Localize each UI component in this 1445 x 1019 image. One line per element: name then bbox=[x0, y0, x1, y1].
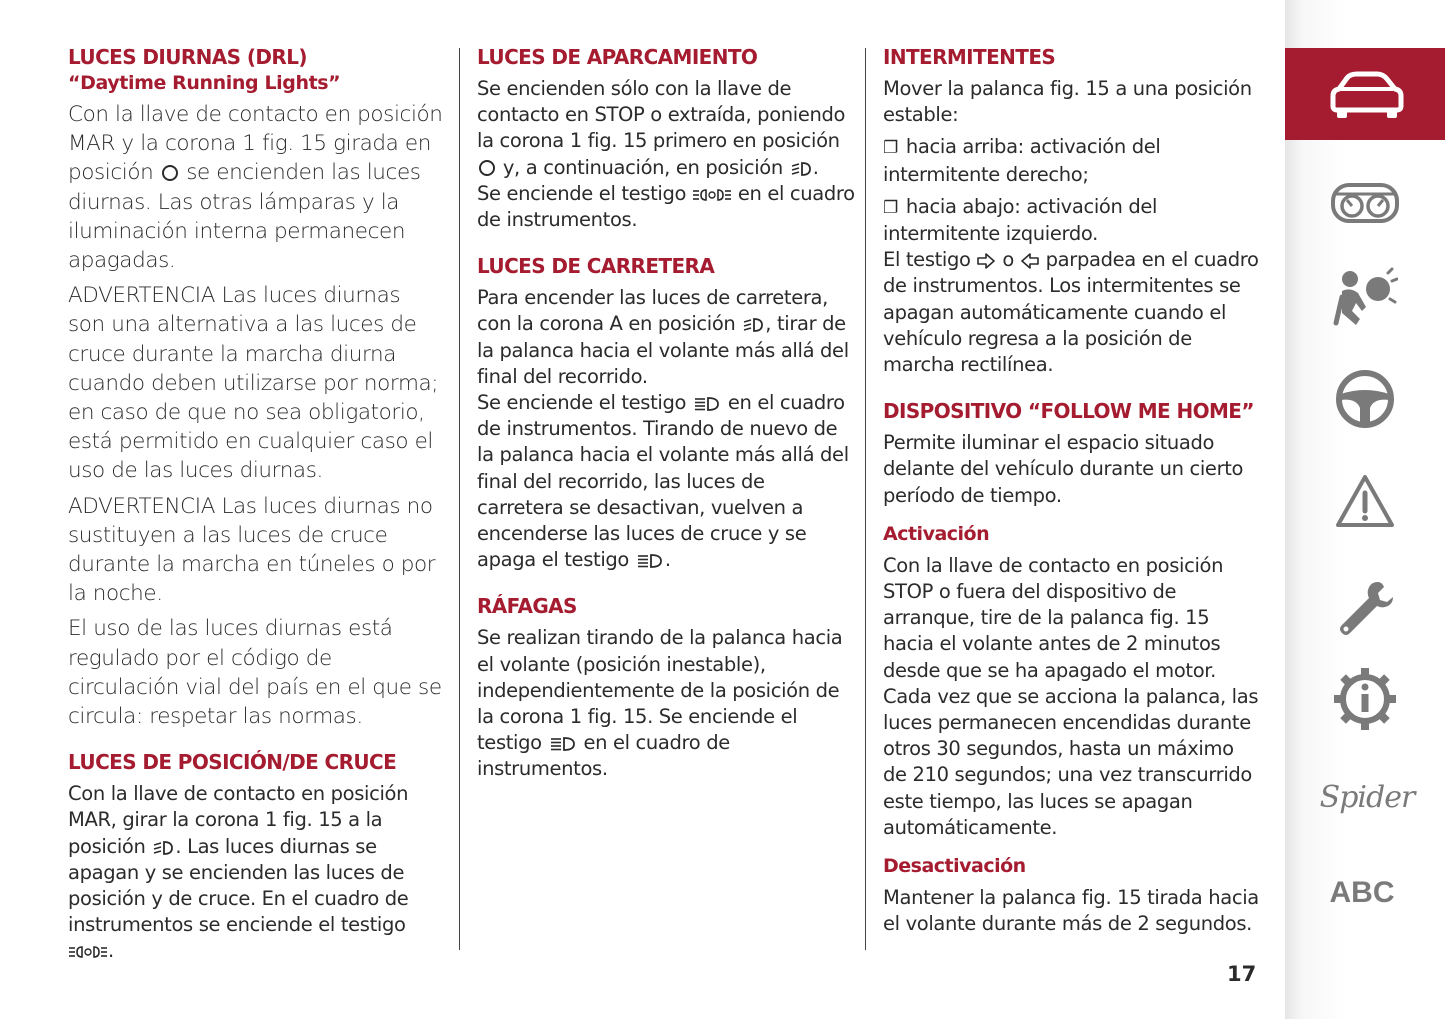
turn-signals-paragraph bbox=[883, 247, 1263, 378]
high-beam-title: LUCES DE CARRETERA bbox=[477, 254, 715, 279]
circle-position-icon bbox=[479, 160, 495, 176]
low-beam-icon bbox=[789, 161, 813, 177]
high-beam-paragraph-2 bbox=[477, 390, 855, 573]
car-icon bbox=[1327, 68, 1405, 120]
sidebar-tab-index[interactable]: ABC bbox=[1329, 876, 1395, 909]
sidebar-tab-warnings[interactable] bbox=[1325, 466, 1405, 536]
flash-part1: Se realizan tirando de la palanca hacia el volante (posición inestable), independientemente de la posición de la corona 1 fig. 15. Se enciende el testigo bbox=[477, 626, 843, 755]
parking-lights-part1: Se encienden sólo con la llave de contacto en STOP o extraída, poniendo la corona 1 fig. 15 primero en posición bbox=[477, 77, 846, 153]
bullet-2-text: hacia abajo: activación del intermitente izquierdo. bbox=[883, 194, 1158, 246]
bullet-1-text: hacia arriba: activación del intermitente derecho; bbox=[883, 135, 1161, 186]
drl-regulation-paragraph: El uso de las luces diurnas está regulado por el código de circulación vial del país en el que se circula: respetar las normas. bbox=[68, 616, 442, 730]
high-beam-part4: en el cuadro de instrumentos. Tirando de nuevo de la palanca hacia el volante más allá del final del recorrido, las luces de carretera se desactivan, vuelven a encenderse las luces de cruce y se apaga el testigo bbox=[477, 391, 849, 572]
activation-paragraph-1: Con la llave de contacto en posición STOP o fuera del dispositivo de arranque, tire de la palanca fig. 15 hacia el volante antes de 2 minutos desde que se ha apagado el motor. bbox=[883, 553, 1224, 682]
high-beam-icon bbox=[635, 553, 665, 569]
position-lights-icon bbox=[692, 187, 732, 203]
left-arrow-icon bbox=[1020, 253, 1040, 269]
info-gear-icon bbox=[1332, 666, 1398, 732]
dashboard-icon bbox=[1330, 181, 1400, 225]
follow-me-home-title: DISPOSITIVO “FOLLOW ME HOME” bbox=[883, 399, 1254, 424]
column-3 bbox=[883, 44, 1263, 937]
airbag-icon bbox=[1332, 267, 1398, 331]
checkbox-bullet-icon: ❐ bbox=[883, 197, 898, 218]
checkbox-bullet-icon: ❐ bbox=[883, 138, 898, 159]
page-number: 17 bbox=[1227, 962, 1257, 986]
turn-signals-bullet-1 bbox=[883, 134, 1263, 187]
column-2 bbox=[477, 44, 855, 783]
high-beam-part1: Para encender las luces de carretera, con la corona A en posición bbox=[477, 286, 828, 336]
drl-warning-2: ADVERTENCIA Las luces diurnas no sustituyen a las luces de cruce durante la marcha en túneles o por la noche. bbox=[68, 493, 436, 607]
wrench-icon bbox=[1332, 576, 1398, 642]
spider-logo[interactable]: Spider bbox=[1319, 780, 1415, 815]
high-beam-part2: , tirar de la palanca hacia el volante más allá del final del recorrido. bbox=[477, 312, 849, 388]
column-divider bbox=[865, 48, 866, 950]
drl-subtitle: “Daytime Running Lights” bbox=[68, 72, 341, 94]
position-lights-icon bbox=[68, 944, 108, 960]
low-beam-icon bbox=[151, 840, 175, 856]
drl-title: LUCES DIURNAS (DRL) bbox=[68, 45, 307, 69]
position-lights-paragraph bbox=[68, 781, 443, 964]
high-beam-part5: . bbox=[664, 548, 671, 572]
column-divider bbox=[459, 48, 460, 950]
parking-lights-part3: . bbox=[812, 155, 819, 179]
turn-signals-intro: Mover la palanca fig. 15 a una posición estable: bbox=[883, 77, 1252, 127]
turn-signals-part3: parpadea en el cuadro de instrumentos. Los intermitentes se apagan automáticamente cuando el vehículo regresa a la posición de marcha rectilínea. bbox=[883, 248, 1259, 377]
sidebar-tab-safety[interactable] bbox=[1325, 264, 1405, 334]
high-beam-part3: Se enciende el testigo bbox=[477, 391, 687, 415]
chapter-sidebar bbox=[1285, 0, 1445, 1019]
parking-warning-part1: Se enciende el testigo bbox=[477, 181, 687, 205]
position-lights-title: LUCES DE POSICIÓN/DE CRUCE bbox=[68, 750, 397, 775]
drl-warning-1: ADVERTENCIA Las luces diurnas son una alternativa a las luces de cruce durante la marcha diurna cuando deben utilizarse por norma; en caso de que no sea obligatorio, está permitido en cualquier caso el uso de las luces diurnas. bbox=[68, 283, 439, 484]
position-lights-part3: . bbox=[108, 939, 114, 963]
flash-paragraph bbox=[477, 625, 855, 782]
flash-part2: en el cuadro de instrumentos. bbox=[477, 731, 730, 781]
parking-lights-title: LUCES DE APARCAMIENTO bbox=[477, 45, 758, 69]
deactivation-title: Desactivación bbox=[883, 855, 1026, 878]
low-beam-icon bbox=[741, 317, 765, 333]
sidebar-tab-car[interactable] bbox=[1285, 48, 1445, 140]
parking-warning-part2: en el cuadro de instrumentos. bbox=[477, 181, 855, 232]
warning-triangle-icon bbox=[1334, 473, 1396, 529]
drl-paragraph-part1: Con la llave de contacto en posición MAR y la corona 1 fig. 15 girada en posición bbox=[68, 102, 443, 186]
parking-lights-paragraph bbox=[477, 76, 855, 181]
turn-signals-part1: El testigo bbox=[883, 248, 971, 272]
sidebar-tab-maintenance[interactable] bbox=[1325, 574, 1405, 644]
turn-signals-part2: o bbox=[1002, 248, 1014, 272]
high-beam-icon bbox=[692, 396, 722, 412]
deactivation-paragraph: Mantener la palanca fig. 15 tirada hacia el volante durante más de 2 segundos. bbox=[883, 886, 1259, 936]
steering-wheel-icon bbox=[1334, 368, 1396, 430]
turn-signals-bullet-2 bbox=[883, 194, 1263, 247]
sidebar-tab-technical-data[interactable] bbox=[1325, 664, 1405, 734]
sidebar-tab-dashboard[interactable] bbox=[1325, 168, 1405, 238]
drl-paragraph-part2: se encienden las luces diurnas. Las otras lámparas y la iluminación interna permanecen apagadas. bbox=[68, 160, 421, 274]
position-lights-part2: . Las luces diurnas se apagan y se encienden las luces de posición y de cruce. En el cuadro de instrumentos se enciende el testigo bbox=[68, 834, 409, 937]
position-lights-part1: Con la llave de contacto en posición MAR, girar la corona 1 fig. 15 a la posición bbox=[68, 782, 409, 858]
activation-paragraph-2: Cada vez que se acciona la palanca, las luces permanecen encendidas durante otros 30 segundos, hasta un máximo de 210 segundos; una vez transcurrido este tiempo, las luces se apagan automáticamente. bbox=[883, 684, 1259, 839]
parking-lights-part2: y, a continuación, en posición bbox=[502, 155, 783, 179]
sidebar-tab-driving[interactable] bbox=[1325, 364, 1405, 434]
follow-me-home-paragraph: Permite iluminar el espacio situado delante del vehículo durante un cierto período de tiempo. bbox=[883, 431, 1244, 507]
high-beam-icon bbox=[548, 736, 578, 752]
column-1 bbox=[68, 44, 443, 965]
flash-title: RÁFAGAS bbox=[477, 594, 577, 619]
activation-title: Activación bbox=[883, 522, 990, 545]
high-beam-paragraph-1 bbox=[477, 285, 855, 390]
drl-paragraph bbox=[68, 100, 443, 275]
circle-position-icon bbox=[162, 165, 178, 181]
right-arrow-icon bbox=[976, 253, 996, 269]
parking-warning-paragraph bbox=[477, 181, 855, 233]
turn-signals-title: INTERMITENTES bbox=[883, 45, 1056, 69]
